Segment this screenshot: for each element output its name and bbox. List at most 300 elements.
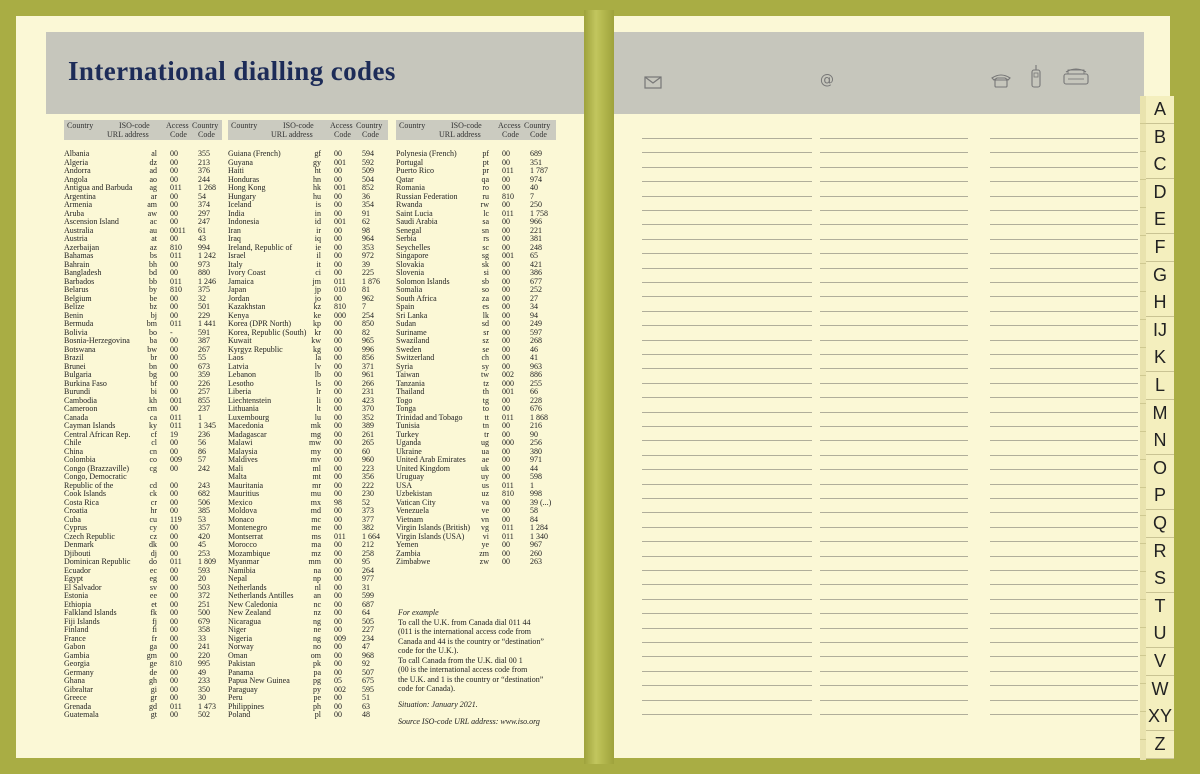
- country-code: 501: [198, 302, 210, 311]
- iso-code: la: [315, 353, 321, 362]
- ruled-line: [642, 426, 812, 427]
- ruled-line: [990, 556, 1138, 557]
- iso-code: kh: [149, 395, 157, 405]
- access-code: 00: [170, 710, 178, 719]
- header-access: Access: [330, 121, 353, 130]
- country-code: 44: [530, 463, 538, 473]
- country-code: 48: [362, 710, 370, 719]
- country-name: Monaco: [228, 514, 255, 524]
- access-code: 00: [334, 608, 342, 617]
- access-code: 009: [334, 633, 346, 643]
- ruled-line: [642, 196, 812, 197]
- ruled-line: [990, 426, 1138, 427]
- iso-code: us: [481, 480, 489, 490]
- ruled-line: [820, 368, 968, 369]
- ruled-line: [642, 239, 812, 240]
- iso-code: bd: [149, 268, 157, 277]
- fax-icon: [1062, 66, 1090, 90]
- country-name: Tonga: [396, 404, 416, 413]
- country-code: 971: [530, 455, 542, 464]
- access-code: 00: [334, 353, 342, 362]
- country-code: 592: [362, 157, 374, 167]
- ruled-line: [642, 138, 812, 139]
- ruled-line: [820, 383, 968, 384]
- access-code: 98: [334, 497, 342, 507]
- ruled-line: [820, 253, 968, 254]
- ruled-line: [820, 671, 968, 672]
- ruled-line: [642, 599, 812, 600]
- iso-code: ug: [481, 438, 489, 447]
- country-name: Malaysia: [228, 446, 258, 456]
- country-name: Solomon Islands: [396, 276, 450, 286]
- iso-code: gt: [150, 710, 157, 719]
- access-code: 00: [502, 455, 510, 464]
- country-name: Antigua and Barbuda: [64, 183, 133, 192]
- ruled-line: [990, 527, 1138, 528]
- iso-code: mv: [310, 455, 321, 464]
- country-code: 504: [362, 174, 374, 184]
- country-name: United Kingdom: [396, 463, 450, 473]
- ruled-line: [990, 512, 1138, 513]
- access-code: 00: [170, 268, 178, 277]
- access-code: 00: [334, 506, 342, 515]
- tab-l[interactable]: L: [1146, 372, 1174, 400]
- iso-code: gr: [150, 693, 157, 702]
- country-name: Nigeria: [228, 633, 252, 643]
- tab-r[interactable]: R: [1146, 538, 1174, 566]
- iso-code: kp: [313, 319, 321, 328]
- contact-header-band: [614, 32, 1144, 114]
- iso-code: pl: [314, 710, 321, 719]
- country-name: Kuwait: [228, 336, 252, 345]
- country-code: 1: [530, 480, 534, 490]
- country-code: 371: [362, 361, 374, 371]
- country-name: Namibia: [228, 565, 256, 575]
- access-code: 00: [334, 523, 342, 532]
- access-code: 00: [334, 370, 342, 379]
- access-code: 00: [502, 310, 510, 320]
- access-code: 002: [334, 684, 346, 694]
- country-code: 230: [362, 489, 374, 498]
- ruled-line: [990, 181, 1138, 182]
- country-code: 7: [362, 302, 366, 311]
- country-code: 963: [530, 361, 542, 371]
- tab-f[interactable]: F: [1146, 234, 1174, 262]
- example-line: Canada and 44 is the country or “destination”: [398, 636, 544, 646]
- tab-ij[interactable]: IJ: [1146, 317, 1174, 345]
- country-code: 675: [362, 676, 374, 685]
- iso-code: sz: [482, 336, 489, 345]
- iso-code: mx: [310, 497, 321, 507]
- iso-code: ky: [149, 421, 157, 430]
- country-code: 30: [198, 693, 206, 702]
- header-iso-code: ISO-code: [283, 121, 314, 130]
- country-name: Malawi: [228, 438, 253, 447]
- tab-z[interactable]: Z: [1146, 731, 1174, 759]
- country-name: Algeria: [64, 157, 88, 167]
- iso-code: zw: [479, 557, 489, 566]
- country-code: 95: [362, 557, 370, 566]
- country-code: 880: [198, 268, 210, 277]
- ruled-line: [642, 671, 812, 672]
- iso-code: vg: [481, 523, 489, 532]
- country-code: 382: [362, 523, 374, 532]
- country-code: 46: [530, 344, 538, 354]
- tab-u[interactable]: U: [1146, 620, 1174, 648]
- access-code: 00: [334, 582, 342, 592]
- ruled-line: [642, 397, 812, 398]
- country-name: Greece: [64, 693, 87, 702]
- country-code: 226: [198, 378, 210, 388]
- country-name: Australia: [64, 225, 94, 235]
- country-name: Vietnam: [396, 514, 424, 524]
- country-code: 381: [530, 234, 542, 243]
- country-name: Djibouti: [64, 548, 91, 558]
- iso-code: no: [313, 642, 321, 651]
- country-name: Austria: [64, 234, 88, 243]
- header-url-address: URL address: [107, 130, 149, 139]
- access-code: 00: [334, 166, 342, 175]
- country-name: Burundi: [64, 387, 91, 396]
- country-code: 960: [362, 455, 374, 464]
- country-code: 1 345: [198, 421, 216, 430]
- iso-code: br: [150, 353, 157, 362]
- ruled-line: [990, 656, 1138, 657]
- iso-code: th: [482, 387, 489, 396]
- iso-code: pk: [313, 659, 321, 668]
- country-code: 49: [198, 667, 206, 677]
- tab-p[interactable]: P: [1146, 482, 1174, 510]
- access-code: 00: [170, 565, 178, 575]
- country-name: Tanzania: [396, 378, 425, 388]
- country-name: Seychelles: [396, 242, 431, 252]
- ruled-line: [990, 455, 1138, 456]
- tab-g[interactable]: G: [1146, 262, 1174, 290]
- access-code: 00: [502, 225, 510, 235]
- access-code: 810: [502, 191, 514, 201]
- access-code: 00: [334, 200, 342, 209]
- iso-code: uz: [481, 489, 489, 498]
- country-code: 241: [198, 642, 210, 651]
- country-code: 374: [198, 200, 210, 209]
- ruled-line: [990, 325, 1138, 326]
- access-code: 00: [334, 650, 342, 660]
- tab-w[interactable]: W: [1146, 676, 1174, 704]
- country-code: 251: [198, 599, 210, 609]
- country-code: 679: [198, 616, 210, 626]
- country-code: 54: [198, 191, 206, 201]
- tab-n[interactable]: N: [1146, 427, 1174, 455]
- iso-code: cu: [149, 514, 157, 524]
- country-name: Egypt: [64, 574, 84, 583]
- iso-code: ht: [314, 166, 321, 175]
- ruled-line: [642, 541, 812, 542]
- country-code: 243: [198, 480, 210, 490]
- access-code: 00: [502, 446, 510, 456]
- iso-code: md: [310, 506, 321, 515]
- ruled-line: [990, 714, 1138, 715]
- iso-code: cf: [150, 429, 157, 439]
- iso-code: ve: [481, 506, 489, 515]
- country-name: Ethiopia: [64, 599, 92, 609]
- country-code: 852: [362, 183, 374, 192]
- tab-k[interactable]: K: [1146, 344, 1174, 372]
- access-code: 00: [334, 412, 342, 422]
- country-name: Cambodia: [64, 395, 97, 405]
- tab-xy[interactable]: XY: [1146, 703, 1174, 731]
- iso-code: nl: [314, 582, 321, 592]
- access-code: 00: [170, 506, 178, 515]
- ruled-line: [990, 354, 1138, 355]
- country-name: Israel: [228, 251, 246, 260]
- access-code: 00: [170, 463, 178, 473]
- tab-t[interactable]: T: [1146, 593, 1174, 621]
- country-code: 242: [198, 463, 210, 473]
- access-code: 00: [334, 404, 342, 413]
- country-name: Jamaica: [228, 276, 254, 286]
- country-name: Madagascar: [228, 429, 267, 439]
- ruled-line: [820, 512, 968, 513]
- iso-code: bz: [149, 302, 157, 311]
- country-code: 62: [362, 217, 370, 226]
- access-code: 00: [170, 582, 178, 592]
- country-code: 66: [530, 387, 538, 396]
- country-code: 1 664: [362, 531, 380, 541]
- tab-o[interactable]: O: [1146, 455, 1174, 483]
- iso-code: ke: [313, 310, 321, 320]
- tab-b[interactable]: B: [1146, 124, 1174, 152]
- access-code: 00: [502, 353, 510, 362]
- country-code: 244: [198, 174, 210, 184]
- iso-code: ms: [311, 531, 321, 541]
- iso-code: fi: [152, 625, 157, 634]
- country-code: 599: [362, 591, 374, 600]
- country-code: 595: [362, 684, 374, 694]
- country-name: Rwanda: [396, 200, 423, 209]
- ruled-line: [642, 383, 812, 384]
- country-name: Bosnia-Herzegovina: [64, 336, 130, 345]
- tab-h[interactable]: H: [1146, 289, 1174, 317]
- country-code: 385: [198, 506, 210, 515]
- iso-code: ba: [149, 336, 157, 345]
- access-code: 00: [170, 599, 178, 609]
- country-name: Congo, Democratic: [64, 472, 127, 481]
- tab-a[interactable]: A: [1146, 96, 1174, 124]
- access-code: 00: [170, 676, 178, 685]
- country-code: 229: [198, 310, 210, 320]
- country-code: 39: [362, 259, 370, 269]
- access-code: 00: [502, 506, 510, 515]
- country-code: 213: [198, 157, 210, 167]
- country-name: Syria: [396, 361, 413, 371]
- country-code: 94: [530, 310, 538, 320]
- country-name: Indonesia: [228, 217, 260, 226]
- ruled-line: [990, 311, 1138, 312]
- ruled-line: [642, 152, 812, 153]
- country-code: 1 809: [198, 557, 216, 566]
- access-code: 00: [502, 183, 510, 192]
- country-code: 45: [198, 540, 206, 549]
- access-code: 00: [334, 421, 342, 430]
- source-note: Source ISO-code URL address: www.iso.org: [398, 717, 540, 726]
- ruled-line: [990, 599, 1138, 600]
- ruled-line: [642, 484, 812, 485]
- iso-code: ml: [312, 463, 321, 473]
- tab-c[interactable]: C: [1146, 151, 1174, 179]
- ruled-line: [820, 354, 968, 355]
- country-name: Lesotho: [228, 378, 254, 388]
- access-code: 810: [170, 285, 182, 294]
- country-code: 258: [362, 548, 374, 558]
- iso-code: lu: [314, 412, 321, 422]
- ruled-line: [820, 210, 968, 211]
- iso-code: tg: [482, 395, 489, 405]
- ruled-line: [642, 469, 812, 470]
- country-name: Malta: [228, 472, 247, 481]
- iso-code: ng: [313, 633, 321, 643]
- country-name: Mauritius: [228, 489, 260, 498]
- access-code: 00: [334, 489, 342, 498]
- ruled-line: [642, 224, 812, 225]
- iso-code: vi: [482, 531, 489, 541]
- iso-code: sb: [481, 276, 489, 286]
- iso-code: pe: [313, 693, 321, 702]
- country-code: 995: [198, 659, 210, 668]
- ruled-line: [990, 541, 1138, 542]
- country-name: Philippines: [228, 701, 265, 711]
- country-code: 31: [362, 582, 370, 592]
- tab-v[interactable]: V: [1146, 648, 1174, 676]
- country-code: 500: [198, 608, 210, 617]
- access-code: 00: [502, 276, 510, 286]
- country-code: 255: [530, 378, 542, 388]
- header-country-code: Code: [362, 130, 379, 139]
- iso-code: sc: [482, 242, 489, 252]
- tab-e[interactable]: E: [1146, 206, 1174, 234]
- country-name: Somalia: [396, 285, 423, 294]
- table-header: [64, 120, 222, 140]
- country-code: 1 787: [530, 166, 548, 175]
- ruled-line: [642, 556, 812, 557]
- iso-code: nc: [313, 599, 321, 609]
- country-name: Kazakhstan: [228, 302, 266, 311]
- country-name: Mauritania: [228, 480, 264, 490]
- country-code: 47: [362, 642, 370, 651]
- iso-code: si: [483, 268, 489, 277]
- ruled-line: [642, 685, 812, 686]
- country-code: 1 268: [198, 183, 216, 192]
- access-code: 00: [170, 608, 178, 617]
- country-code: 965: [362, 336, 374, 345]
- tab-s[interactable]: S: [1146, 565, 1174, 593]
- iso-code: sg: [481, 251, 489, 260]
- iso-code: ca: [149, 412, 157, 422]
- access-code: 00: [170, 497, 178, 507]
- iso-code: se: [482, 344, 489, 354]
- country-name: Georgia: [64, 659, 90, 668]
- country-name: Latvia: [228, 361, 249, 371]
- iso-code: bw: [147, 344, 157, 354]
- iso-code: hr: [150, 506, 157, 515]
- country-code: 994: [198, 242, 210, 252]
- iso-code: tt: [484, 412, 489, 422]
- access-code: 00: [334, 693, 342, 702]
- country-name: Brazil: [64, 353, 84, 362]
- country-code: 968: [362, 650, 374, 660]
- country-name: New Caledonia: [228, 599, 278, 609]
- access-code: 00: [170, 693, 178, 702]
- iso-code: pr: [482, 166, 489, 175]
- country-name: Polynesia (French): [396, 149, 457, 158]
- access-code: 010: [334, 285, 346, 294]
- ruled-line: [642, 527, 812, 528]
- iso-code: mu: [310, 489, 321, 498]
- iso-code: az: [149, 242, 157, 252]
- country-code: 53: [198, 514, 206, 524]
- ruled-line: [990, 613, 1138, 614]
- ruled-line: [990, 167, 1138, 168]
- country-name: Lithuania: [228, 404, 259, 413]
- ruled-line: [990, 383, 1138, 384]
- ruled-line: [642, 656, 812, 657]
- ruled-line: [642, 498, 812, 499]
- country-code: 55: [198, 353, 206, 362]
- ruled-line: [820, 700, 968, 701]
- tab-d[interactable]: D: [1146, 179, 1174, 207]
- access-code: 00: [334, 667, 342, 677]
- country-name: Zimbabwe: [396, 557, 431, 566]
- country-code: 64: [362, 608, 370, 617]
- country-name: Cyprus: [64, 523, 88, 532]
- country-name: India: [228, 208, 245, 218]
- iso-code: cr: [150, 497, 157, 507]
- country-code: 973: [198, 259, 210, 269]
- country-code: 423: [362, 395, 374, 405]
- country-code: 256: [530, 438, 542, 447]
- iso-code: gf: [314, 149, 321, 158]
- country-name: Czech Republic: [64, 531, 115, 541]
- ruled-line: [642, 253, 812, 254]
- country-code: 249: [530, 319, 542, 328]
- country-name: Maldives: [228, 455, 258, 464]
- country-code: 1 242: [198, 251, 216, 260]
- access-code: 00: [170, 480, 178, 490]
- iso-code: py: [313, 684, 321, 694]
- ruled-line: [820, 613, 968, 614]
- table-row: [64, 711, 222, 720]
- access-code: 00: [170, 149, 178, 158]
- tab-m[interactable]: M: [1146, 400, 1174, 428]
- access-code: 00: [502, 336, 510, 345]
- access-code: 00: [170, 174, 178, 184]
- country-name: Senegal: [396, 225, 422, 235]
- access-code: 00: [502, 463, 510, 473]
- iso-code: rw: [480, 200, 489, 209]
- country-name: Sri Lanka: [396, 310, 428, 320]
- tab-q[interactable]: Q: [1146, 510, 1174, 538]
- ruled-line: [990, 368, 1138, 369]
- iso-code: at: [151, 234, 157, 243]
- country-code: 506: [198, 497, 210, 507]
- country-name: Niger: [228, 625, 247, 634]
- country-name: Lebanon: [228, 370, 256, 379]
- iso-code: bh: [149, 259, 157, 269]
- iso-code: et: [151, 599, 157, 609]
- iso-code: lk: [482, 310, 489, 320]
- country-name: Singapore: [396, 251, 429, 260]
- ruled-line: [820, 311, 968, 312]
- ruled-line: [990, 469, 1138, 470]
